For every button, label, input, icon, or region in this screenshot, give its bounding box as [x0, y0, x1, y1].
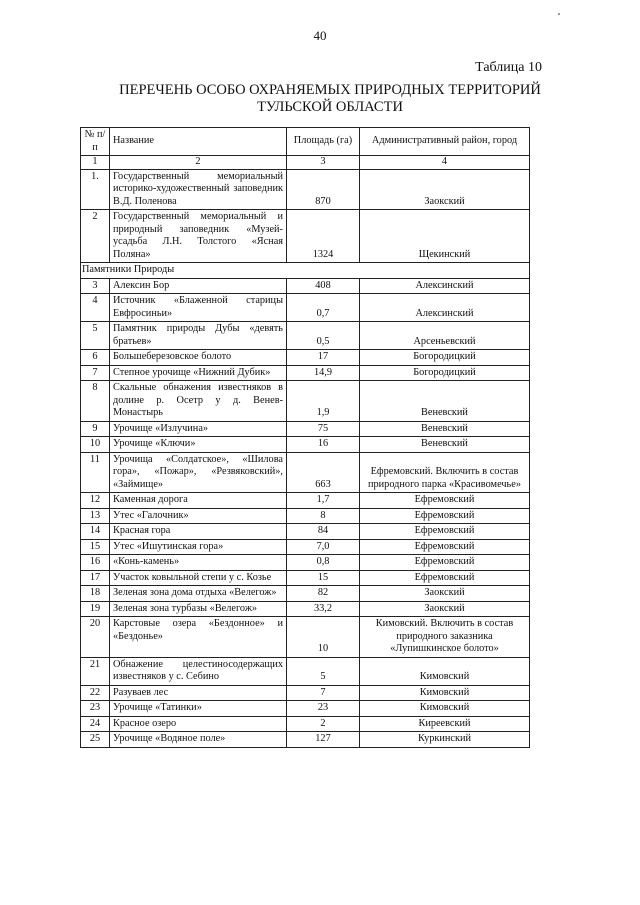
row-area: 33,2 — [287, 601, 360, 617]
row-district: Богородицкий — [360, 365, 530, 381]
row-name: Каменная дорога — [110, 493, 287, 509]
row-area: 0,5 — [287, 322, 360, 350]
row-area: 408 — [287, 278, 360, 294]
row-district: Заокский — [360, 169, 530, 210]
row-name: Красное озеро — [110, 716, 287, 732]
row-number: 2 — [81, 210, 110, 263]
row-number: 17 — [81, 570, 110, 586]
row-name: Утес «Галочник» — [110, 508, 287, 524]
row-area: 7,0 — [287, 539, 360, 555]
row-district: Ефремовский — [360, 539, 530, 555]
row-district: Киреевский — [360, 716, 530, 732]
table-row — [81, 685, 530, 701]
row-area: 1,7 — [287, 493, 360, 509]
row-number: 25 — [81, 732, 110, 748]
document-title — [60, 82, 600, 116]
row-area: 23 — [287, 701, 360, 717]
row-district: Ефремовский — [360, 508, 530, 524]
row-number: 18 — [81, 586, 110, 602]
row-number: 7 — [81, 365, 110, 381]
table-row — [81, 570, 530, 586]
row-number: 9 — [81, 421, 110, 437]
table-row — [81, 381, 530, 422]
table-row — [81, 493, 530, 509]
row-number: 13 — [81, 508, 110, 524]
column-index: 3 — [287, 156, 360, 170]
table-row — [81, 732, 530, 748]
page-number: 40 — [313, 28, 327, 43]
table-row — [81, 365, 530, 381]
row-area: 84 — [287, 524, 360, 540]
row-area: 75 — [287, 421, 360, 437]
row-area: 663 — [287, 452, 360, 493]
row-district: Заокский — [360, 601, 530, 617]
row-name: Урочище «Излучина» — [110, 421, 287, 437]
row-number: 19 — [81, 601, 110, 617]
row-district: Ефремовский — [360, 570, 530, 586]
table-row — [81, 601, 530, 617]
row-district: Алексинский — [360, 294, 530, 322]
row-district: Веневский — [360, 421, 530, 437]
row-number: 22 — [81, 685, 110, 701]
row-number: 8 — [81, 381, 110, 422]
row-district: Кимовский — [360, 701, 530, 717]
row-area: 82 — [287, 586, 360, 602]
header-area: Площадь (га) — [287, 128, 360, 156]
row-district: Богородицкий — [360, 350, 530, 366]
table-row — [81, 555, 530, 571]
table-row — [81, 452, 530, 493]
row-name: Скальные обнажения известняков в долине р. Осетр у д. Венев-Монастырь — [110, 381, 287, 422]
table-row — [81, 350, 530, 366]
row-area: 17 — [287, 350, 360, 366]
row-name: Источник «Блаженной старицы Евфросиньи» — [110, 294, 287, 322]
table-row — [81, 322, 530, 350]
scan-speck — [558, 13, 560, 15]
table-body — [81, 278, 530, 747]
row-name: Участок ковыльной степи у с. Козье — [110, 570, 287, 586]
row-name: Зеленая зона турбазы «Велегож» — [110, 601, 287, 617]
row-name: Урочище «Водяное поле» — [110, 732, 287, 748]
row-name: Памятник природы Дубы «девять братьев» — [110, 322, 287, 350]
table-row — [81, 716, 530, 732]
table-row — [81, 657, 530, 685]
row-district: Ефремовский — [360, 555, 530, 571]
row-number: 21 — [81, 657, 110, 685]
column-index: 2 — [110, 156, 287, 170]
table-row — [81, 294, 530, 322]
table-label: Таблица 10 — [475, 60, 542, 75]
row-area: 10 — [287, 617, 360, 658]
row-number: 16 — [81, 555, 110, 571]
row-district: Ефремовский — [360, 524, 530, 540]
row-area: 0,8 — [287, 555, 360, 571]
row-area: 8 — [287, 508, 360, 524]
title-line: ПЕРЕЧЕНЬ ОСОБО ОХРАНЯЕМЫХ ПРИРОДНЫХ ТЕРРИТОРИЙ — [119, 82, 541, 98]
row-area: 0,7 — [287, 294, 360, 322]
row-name: Зеленая зона дома отдыха «Велегож» — [110, 586, 287, 602]
row-name: Степное урочище «Нижний Дубик» — [110, 365, 287, 381]
row-name: Обнажение целестиносодержащих известняков у с. Себино — [110, 657, 287, 685]
row-area: 2 — [287, 716, 360, 732]
row-number: 20 — [81, 617, 110, 658]
row-district: Веневский — [360, 437, 530, 453]
row-number: 24 — [81, 716, 110, 732]
column-index-row — [81, 156, 530, 170]
row-district: Щекинский — [360, 210, 530, 263]
row-area: 14,9 — [287, 365, 360, 381]
row-number: 15 — [81, 539, 110, 555]
row-name: Государственный мемориальный и природный заповедник «Музей-усадьба Л.Н. Толстого «Ясная Поляна» — [110, 210, 287, 263]
row-area: 1,9 — [287, 381, 360, 422]
row-area: 7 — [287, 685, 360, 701]
row-area: 16 — [287, 437, 360, 453]
row-number: 10 — [81, 437, 110, 453]
table-row — [81, 210, 530, 263]
row-district: Заокский — [360, 586, 530, 602]
row-name: «Конь-камень» — [110, 555, 287, 571]
row-area: 5 — [287, 657, 360, 685]
row-name: Карстовые озера «Бездонное» и «Бездонье» — [110, 617, 287, 658]
table-row — [81, 421, 530, 437]
section-label: Памятники Природы — [81, 263, 530, 279]
row-district: Веневский — [360, 381, 530, 422]
row-number: 1. — [81, 169, 110, 210]
row-district: Кимовский — [360, 685, 530, 701]
table-row — [81, 586, 530, 602]
protected-areas-table — [80, 127, 530, 748]
row-name: Государственный мемориальный историко-художественный заповедник В.Д. Поленова — [110, 169, 287, 210]
column-index: 1 — [81, 156, 110, 170]
row-name: Красная гора — [110, 524, 287, 540]
row-name: Урочище «Ключи» — [110, 437, 287, 453]
row-number: 6 — [81, 350, 110, 366]
title-line: ТУЛЬСКОЙ ОБЛАСТИ — [257, 99, 403, 115]
table-row — [81, 508, 530, 524]
row-district: Алексинский — [360, 278, 530, 294]
section-row — [81, 263, 530, 279]
row-district: Арсеньевский — [360, 322, 530, 350]
row-number: 12 — [81, 493, 110, 509]
row-name: Урочище «Татинки» — [110, 701, 287, 717]
row-number: 11 — [81, 452, 110, 493]
row-district: Ефремовский — [360, 493, 530, 509]
row-number: 23 — [81, 701, 110, 717]
row-number: 3 — [81, 278, 110, 294]
row-district: Куркинский — [360, 732, 530, 748]
row-number: 5 — [81, 322, 110, 350]
header-name: Название — [110, 128, 287, 156]
column-index: 4 — [360, 156, 530, 170]
table-row — [81, 169, 530, 210]
table-row — [81, 524, 530, 540]
row-area: 870 — [287, 169, 360, 210]
row-name: Алексин Бор — [110, 278, 287, 294]
row-district: Кимовский — [360, 657, 530, 685]
row-district: Кимовский. Включить в состав природного заказника «Лупишкинское болото» — [360, 617, 530, 658]
table-row — [81, 539, 530, 555]
table-row — [81, 617, 530, 658]
row-name: Утес «Ишутинская гора» — [110, 539, 287, 555]
header-district: Административный район, город — [360, 128, 530, 156]
row-district: Ефремовский. Включить в состав природного парка «Красивомечье» — [360, 452, 530, 493]
row-area: 15 — [287, 570, 360, 586]
row-name: Урочища «Солдатское», «Шилова гора», «Пожар», «Резвяковский», «Займище» — [110, 452, 287, 493]
header-num: № п/п — [81, 128, 110, 156]
table-row — [81, 701, 530, 717]
row-number: 4 — [81, 294, 110, 322]
section-row-group — [81, 263, 530, 279]
row-name: Большеберезовское болото — [110, 350, 287, 366]
row-area: 1324 — [287, 210, 360, 263]
row-name: Разуваев лес — [110, 685, 287, 701]
row-number: 14 — [81, 524, 110, 540]
table-row — [81, 278, 530, 294]
header-row — [81, 128, 530, 156]
table-body-top — [81, 169, 530, 263]
row-area: 127 — [287, 732, 360, 748]
table-row — [81, 437, 530, 453]
